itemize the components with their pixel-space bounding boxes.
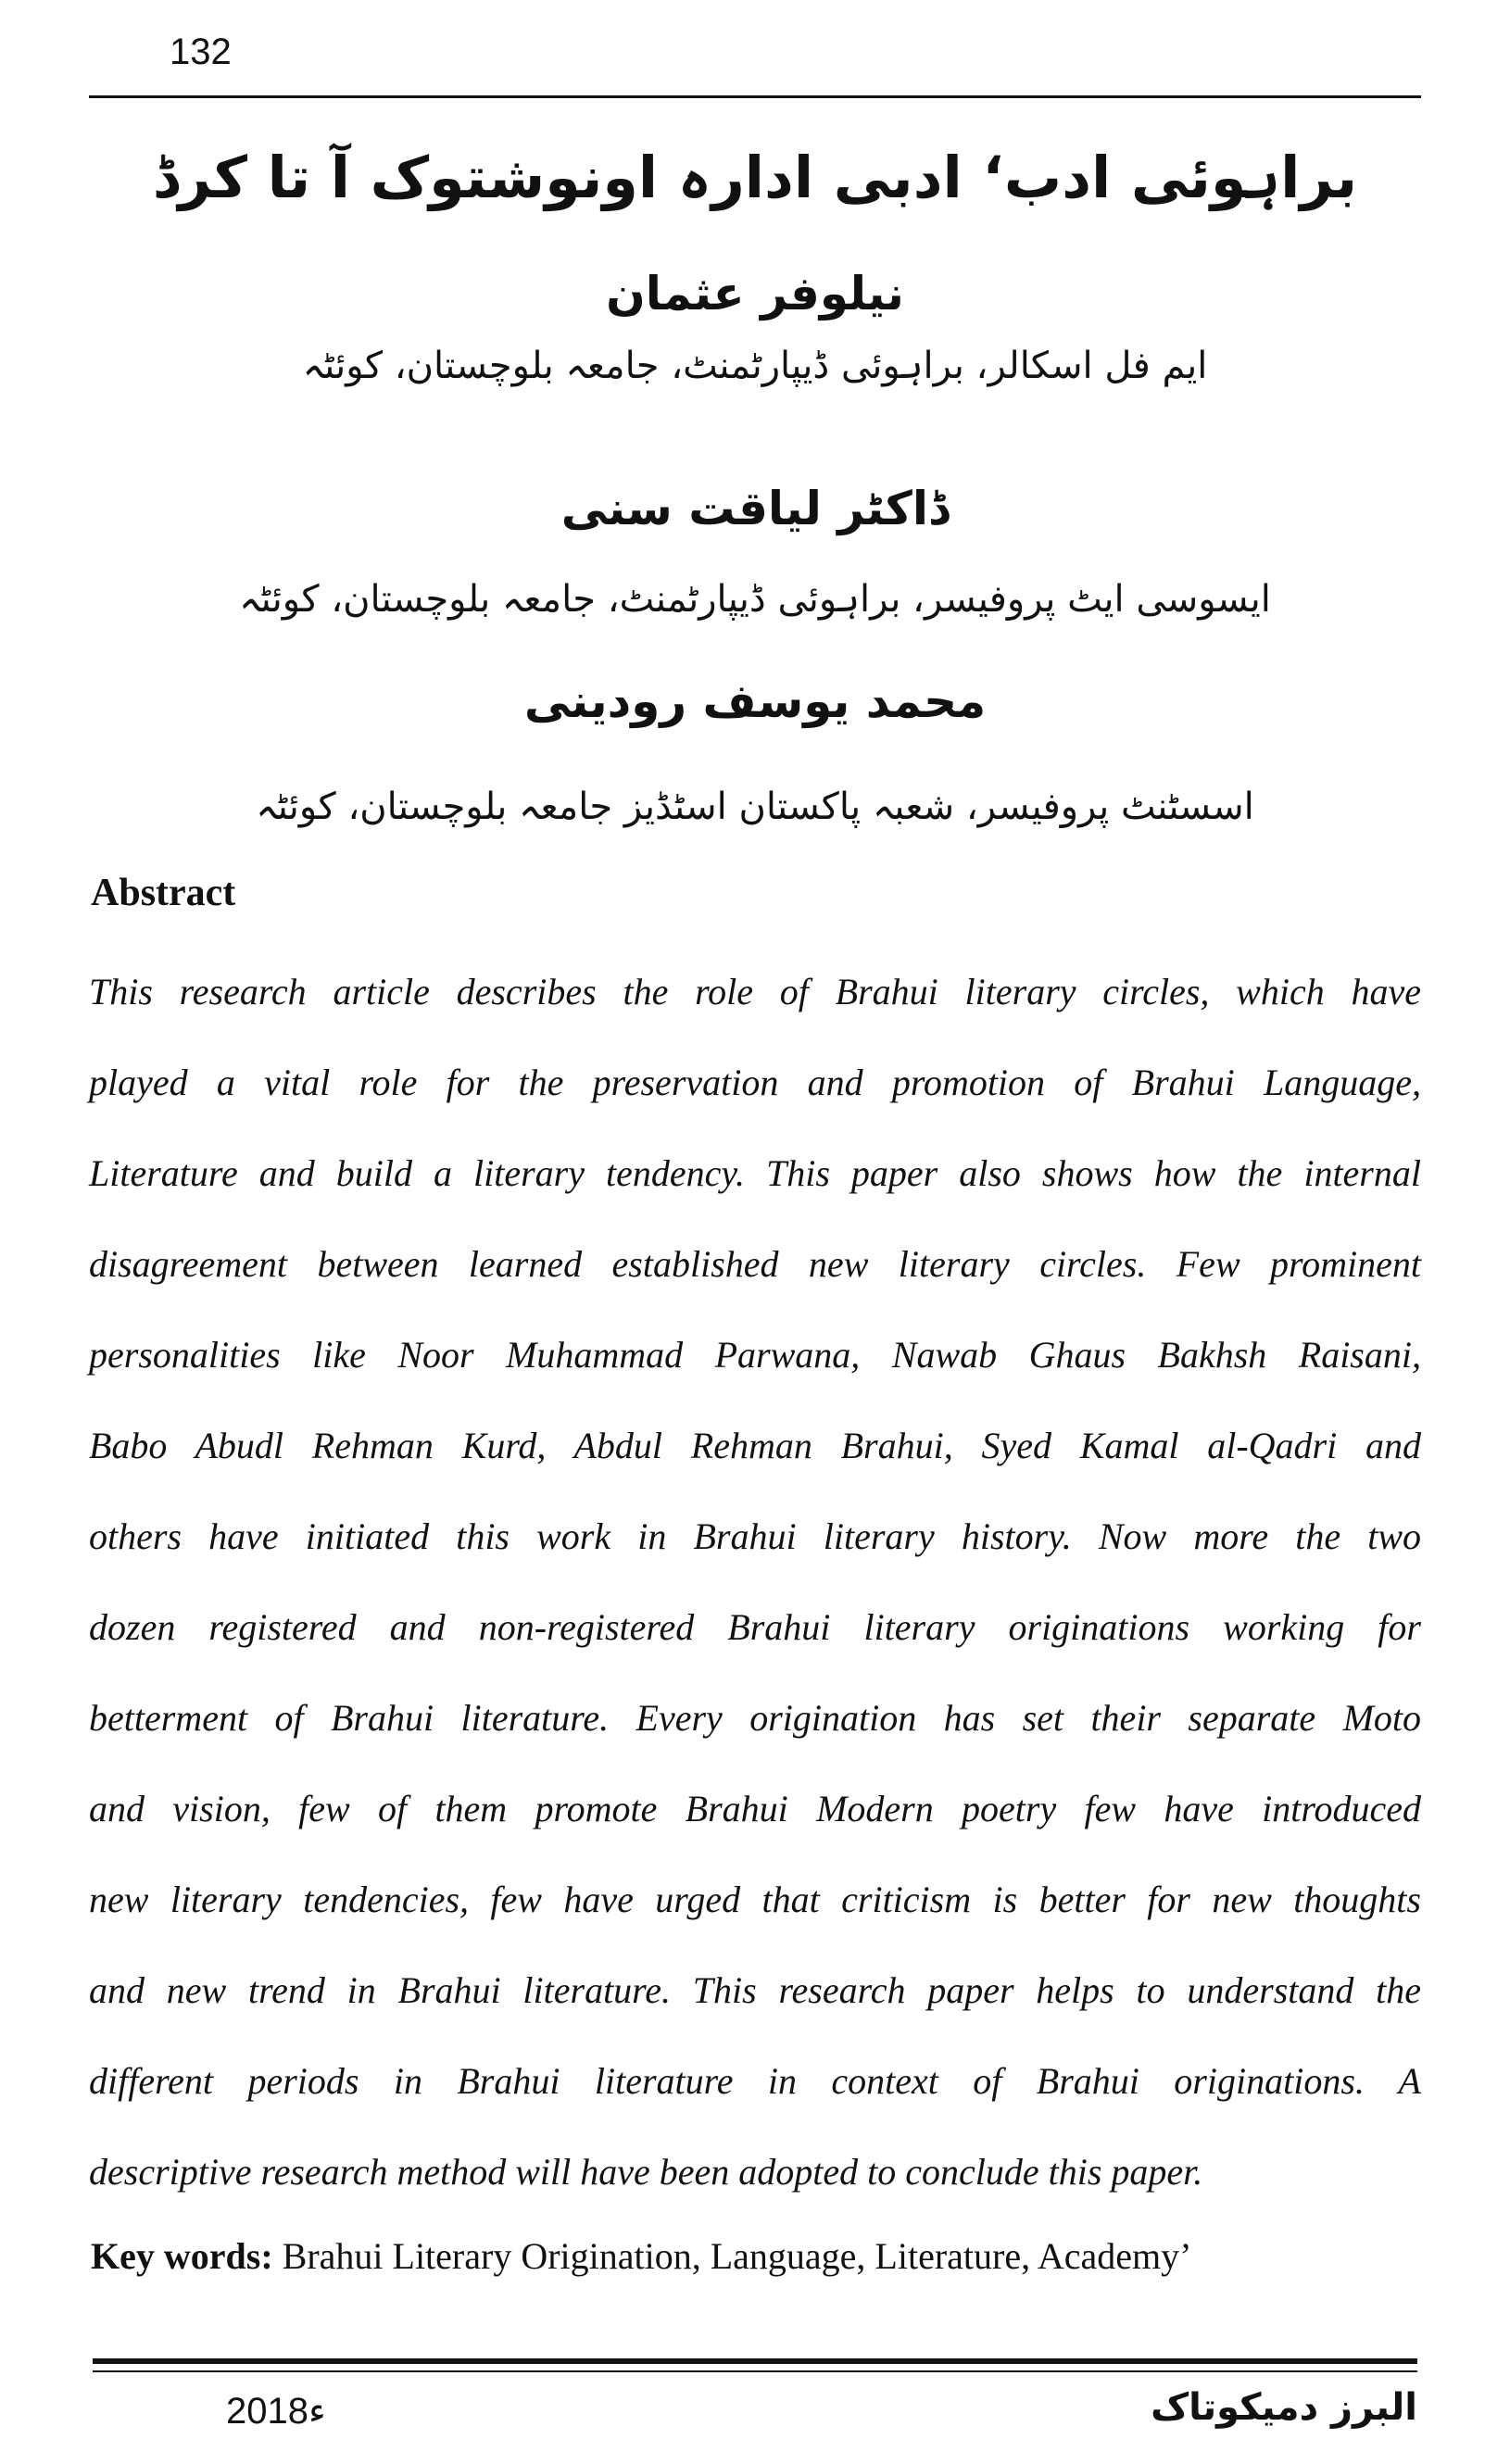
- abstract-line: different periods in Brahui literature in context of Brahui originations. A: [89, 2060, 1421, 2102]
- footer-rule-thin: [93, 2370, 1417, 2372]
- abstract-line: This research article describes the role of Brahui literary circles, which have: [89, 971, 1421, 1012]
- abstract-line: and new trend in Brahui literature. This research paper helps to understand the: [89, 1969, 1421, 2011]
- footer-journal-name: البرز دمیکوتاک: [1151, 2386, 1417, 2429]
- abstract-line: Literature and build a literary tendency. This paper also shows how the internal: [89, 1152, 1421, 1194]
- author-affiliation-3: اسسٹنٹ پروفیسر، شعبہ پاکستان اسٹڈیز جامعہ بلوچستان، کوئٹہ: [256, 786, 1254, 828]
- abstract-body: [89, 963, 1421, 2234]
- abstract-line: descriptive research method will have been adopted to conclude this paper.: [89, 2151, 1203, 2193]
- abstract-line: disagreement between learned established new literary circles. Few prominent: [89, 1243, 1421, 1285]
- abstract-line: and vision, few of them promote Brahui Modern poetry few have introduced: [89, 1788, 1421, 1829]
- abstract-line: dozen registered and non-registered Brahui literary originations working for: [89, 1606, 1421, 1648]
- header-rule: [89, 95, 1421, 98]
- author-name-3: محمد یوسف رودینی: [523, 674, 987, 728]
- footer-rule-thick: [93, 2358, 1417, 2364]
- abstract-line: personalities like Noor Muhammad Parwana, Nawab Ghaus Bakhsh Raisani,: [89, 1334, 1421, 1376]
- abstract-line: Babo Abudl Rehman Kurd, Abdul Rehman Brahui, Syed Kamal al-Qadri and: [89, 1425, 1421, 1466]
- author-name-2: ڈاکٹر لیاقت سنی: [560, 482, 950, 535]
- footer-year: 2018ء: [226, 2391, 326, 2432]
- keywords-text: Brahui Literary Origination, Language, Literature, Academy’: [272, 2235, 1192, 2277]
- abstract-line: played a vital role for the preservation and promotion of Brahui Language,: [89, 1062, 1421, 1103]
- keywords: [91, 2234, 1191, 2278]
- author-name-1: نیلوفر عثمان: [606, 267, 904, 321]
- article-title: براہوئی ادب‘ ادبی ادارہ اونوشتوک آ تا کرڈ: [152, 144, 1358, 211]
- author-affiliation-1: ایم فل اسکالر، براہوئی ڈیپارٹمنٹ، جامعہ بلوچستان، کوئٹہ: [302, 345, 1208, 387]
- abstract-line: new literary tendencies, few have urged that criticism is better for new thoughts: [89, 1879, 1421, 1920]
- abstract-line: betterment of Brahui literature. Every origination has set their separate Moto: [89, 1697, 1421, 1739]
- keywords-label: Key words:: [91, 2235, 273, 2277]
- abstract-heading: Abstract: [91, 872, 236, 914]
- author-affiliation-2: ایسوسی ایٹ پروفیسر، براہوئی ڈیپارٹمنٹ، جامعہ بلوچستان، کوئٹہ: [239, 578, 1271, 621]
- abstract-line: others have initiated this work in Brahui literary history. Now more the two: [89, 1515, 1421, 1557]
- page-number: 132: [170, 31, 232, 72]
